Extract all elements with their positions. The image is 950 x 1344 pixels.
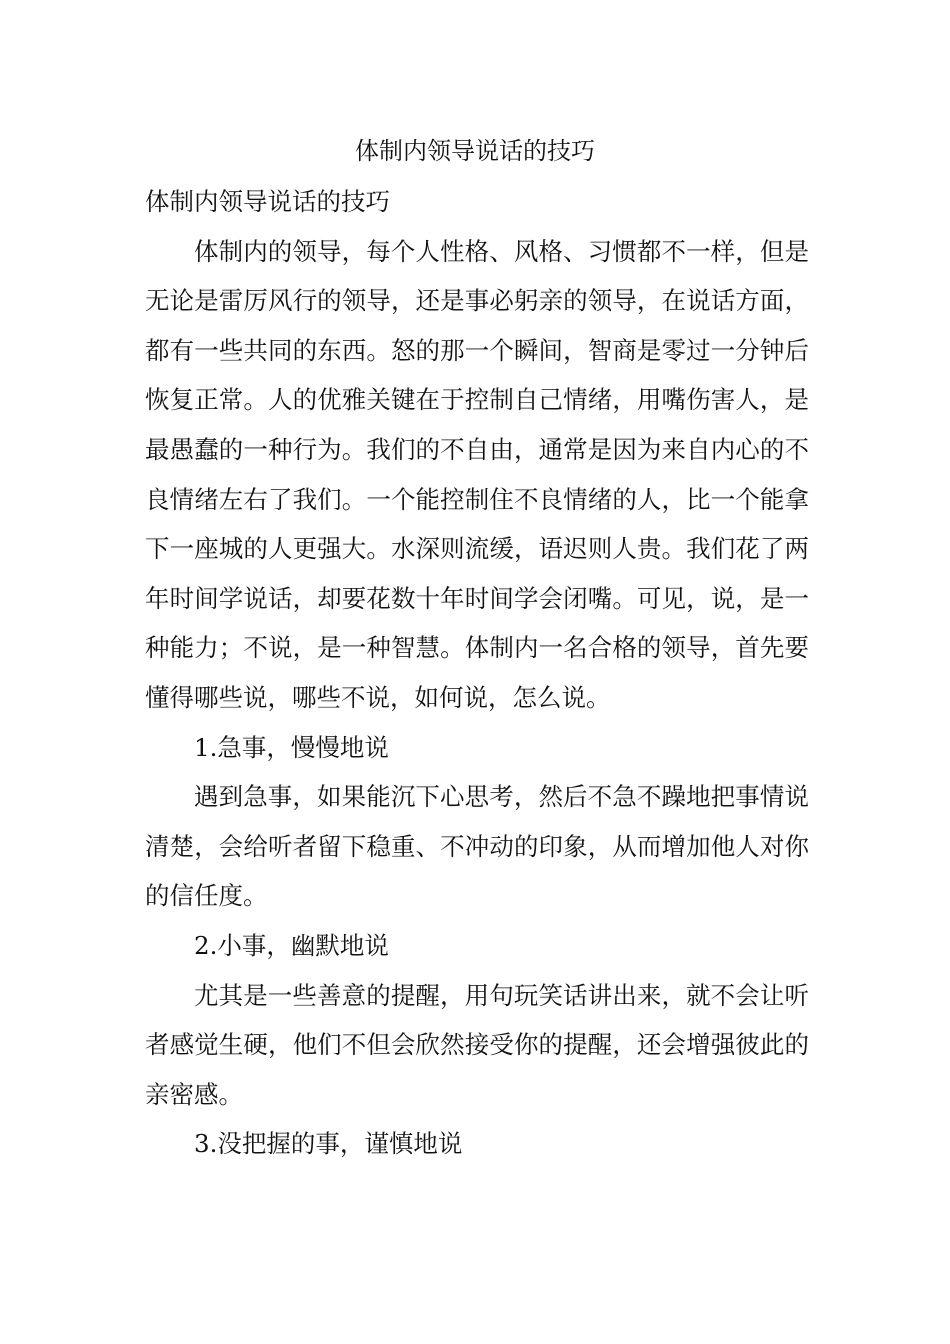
section-paragraph-2: 尤其是一些善意的提醒，用句玩笑话讲出来，就不会让听者感觉生硬，他们不但会欣然接受你的提醒，还会增强彼此的亲密感。 <box>145 980 809 1109</box>
section-paragraph-1: 遇到急事，如果能沉下心思考，然后不急不躁地把事情说清楚，会给听者留下稳重、不冲动的印象，从而增加他人对你的信任度。 <box>145 782 809 911</box>
section-heading-1: 1.急事，慢慢地说 <box>194 732 389 762</box>
subtitle-paragraph: 体制内领导说话的技巧 <box>145 187 390 216</box>
section-heading-3: 3.没把握的事，谨慎地说 <box>194 1129 463 1159</box>
intro-paragraph: 体制内的领导，每个人性格、风格、习惯都不一样，但是无论是雷厉风行的领导，还是事必躬亲的领导，在说话方面，都有一些共同的东西。怒的那一个瞬间，智商是零过一分钟后恢复正常。人的优雅关键在于控制自己情绪，用嘴伤害人，是最愚蠢的一种行为。我们的不自由，通常是因为来自内心的不良情绪左右了我们。一个能控制住不良情绪的人，比一个能拿下一座城的人更强大。水深则流缓，语迟则人贵。我们花了两年时间学说话，却要花数十年时间学会闭嘴。可见，说，是一种能力；不说，是一种智慧。体制内一名合格的领导，首先要懂得哪些说，哪些不说，如何说，怎么说。 <box>145 236 809 712</box>
document-title: 体制内领导说话的技巧 <box>355 137 595 165</box>
section-heading-2: 2.小事，幽默地说 <box>194 930 389 960</box>
document-body <box>145 177 809 1169</box>
